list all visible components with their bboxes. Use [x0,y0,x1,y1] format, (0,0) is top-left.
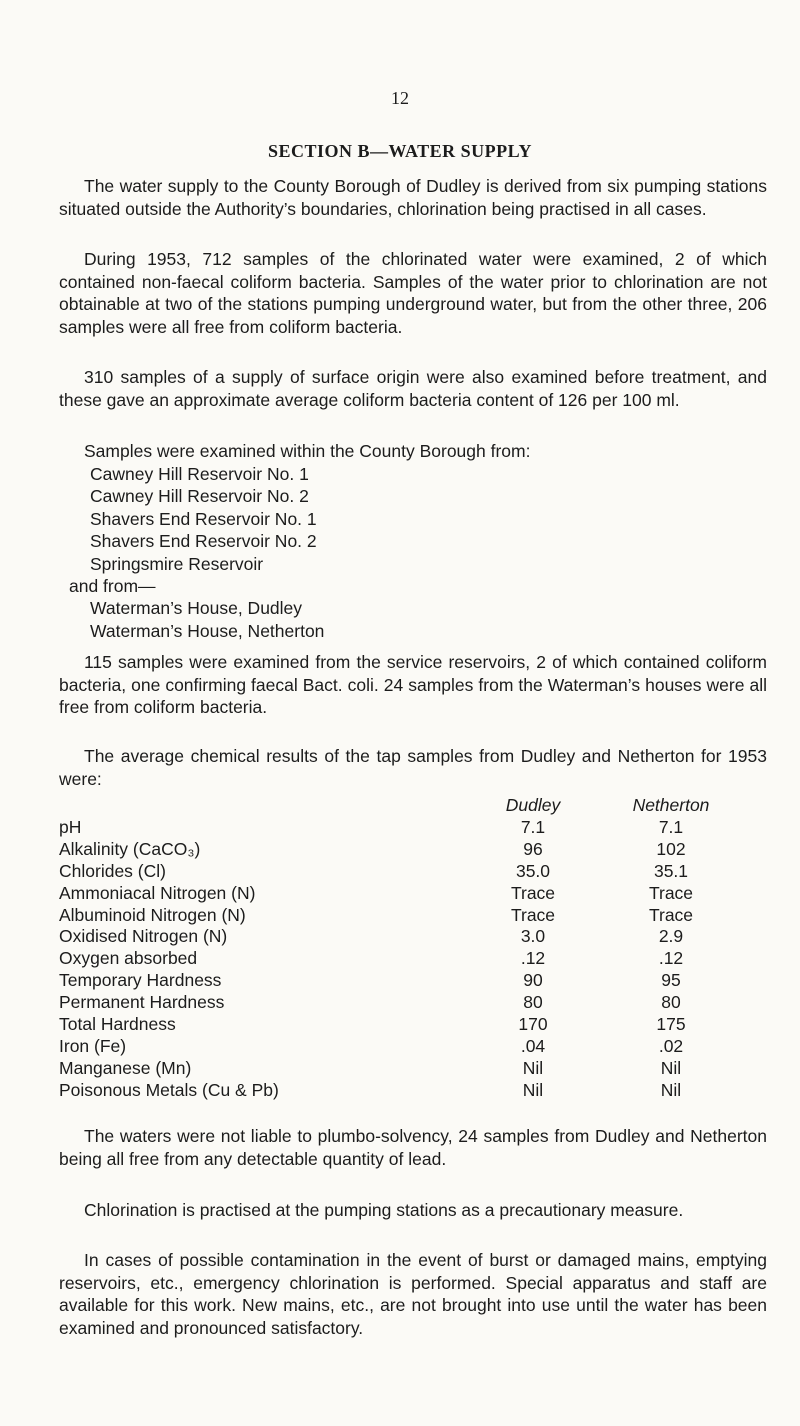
column-header-netherton: Netherton [632,795,710,815]
paragraph-chlorination: Chlorination is practised at the pumping stations as a precautionary measure. [84,1200,684,1220]
table-header [59,795,767,817]
dudley-value: 80 [523,992,543,1013]
sources-list [59,463,767,642]
row-label: Oxidised Nitrogen (N) [59,926,228,947]
netherton-value: 102 [656,838,686,859]
dudley-value: 170 [518,1014,548,1035]
table-row [59,1080,767,1102]
table-row [59,1014,767,1036]
dudley-value: 7.1 [520,817,546,837]
row-label: pH [59,817,82,837]
table-row [59,926,767,948]
table-row [59,1036,767,1058]
row-label: Temporary Hardness [59,970,222,991]
row-label: Permanent Hardness [59,992,225,1013]
paragraph-contamination: In cases of possible contamination in the event of burst or damaged mains, emptying reservoirs, etc., emergency chlorination is performed. Special apparatus and staff are available for this work. New mains, etc., are not brought into use until the water has been examined and pronounced satisfactory. [59,1250,767,1338]
row-label: Chlorides (Cl) [59,860,166,881]
dudley-value: 96 [523,838,543,859]
paragraph-chemical-results: The average chemical results of the tap samples from Dudley and Netherton for 1953 were: [59,746,767,789]
table-row [59,861,767,883]
list-item: Cawney Hill Reservoir No. 1 [90,464,309,484]
row-label: Ammoniacal Nitrogen (N) [59,882,256,903]
row-label: Manganese (Mn) [59,1057,192,1078]
table-row [59,970,767,992]
list-item: Cawney Hill Reservoir No. 2 [90,486,309,507]
table-row [59,1058,767,1080]
netherton-value: 80 [661,992,681,1013]
list-item: Waterman’s House, Dudley [90,598,303,619]
chemical-results-table [59,795,767,1102]
paragraph-service-reservoirs: 115 samples were examined from the service reservoirs, 2 of which contained coliform bacteria, one confirming faecal Bact. coli. 24 samples from the Waterman’s houses were all free from coliform bacteria. [59,652,767,717]
netherton-value: 95 [661,970,681,991]
list-item: Shavers End Reservoir No. 2 [90,531,317,552]
table-row [59,948,767,970]
list-item: Waterman’s House, Netherton [90,620,325,641]
row-label: Poisonous Metals (Cu & Pb) [59,1079,279,1100]
paragraph-plumbo-solvency: The waters were not liable to plumbo-solvency, 24 samples from Dudley and Netherton being all free from any detectable quantity of lead. [59,1126,767,1169]
dudley-value: Nil [522,1079,544,1100]
netherton-value: Trace [648,882,694,903]
netherton-value: 2.9 [658,926,684,947]
and-from-label: and from— [69,576,156,597]
row-label: Iron (Fe) [59,1035,127,1056]
table-row [59,839,767,861]
dudley-value: 3.0 [520,926,546,947]
paragraph-surface-origin: 310 samples of a supply of surface origin were also examined before treatment, and these gave an approximate average coliform bacteria content of 126 per 100 ml. [59,367,767,410]
netherton-value: .12 [658,948,684,969]
row-label: Alkalinity (CaCO₃) [59,838,201,859]
dudley-value: .12 [520,948,546,969]
table-row [59,905,767,927]
netherton-value: Trace [648,904,694,925]
list-item: Shavers End Reservoir No. 1 [90,508,317,529]
dudley-value: .04 [520,1035,546,1056]
table-row [59,883,767,905]
table-row [59,817,767,839]
list-item: Springsmire Reservoir [90,553,264,574]
table-row [59,992,767,1014]
paragraph-samples-1953: During 1953, 712 samples of the chlorinated water were examined, 2 of which contained non-faecal coliform bacteria. Samples of the water prior to chlorination are not obtainable at two of the stations pumping underground water, but from the other three, 206 samples were all free from coliform bacteria. [59,249,767,337]
dudley-value: Trace [510,904,556,925]
column-header-dudley: Dudley [505,795,561,815]
paragraph-intro: The water supply to the County Borough of Dudley is derived from six pumping stations situated outside the Authority’s boundaries, chlorination being practised in all cases. [59,176,767,219]
dudley-value: 90 [523,970,543,991]
netherton-value: 35.1 [653,860,689,881]
dudley-value: Nil [522,1057,544,1078]
table-body [59,817,767,1102]
page-number: 12 [391,88,409,108]
row-label: Oxygen absorbed [59,948,198,969]
section-title: SECTION B—WATER SUPPLY [267,141,533,161]
dudley-value: 35.0 [515,860,551,881]
row-label: Total Hardness [59,1014,176,1035]
netherton-value: 7.1 [658,817,684,837]
dudley-value: Trace [510,882,556,903]
row-label: Albuminoid Nitrogen (N) [59,904,246,925]
netherton-value: 175 [656,1014,686,1035]
paragraph-examined-within: Samples were examined within the County Borough from: [84,441,531,461]
netherton-value: Nil [660,1079,682,1100]
netherton-value: .02 [658,1035,684,1056]
netherton-value: Nil [660,1057,682,1078]
